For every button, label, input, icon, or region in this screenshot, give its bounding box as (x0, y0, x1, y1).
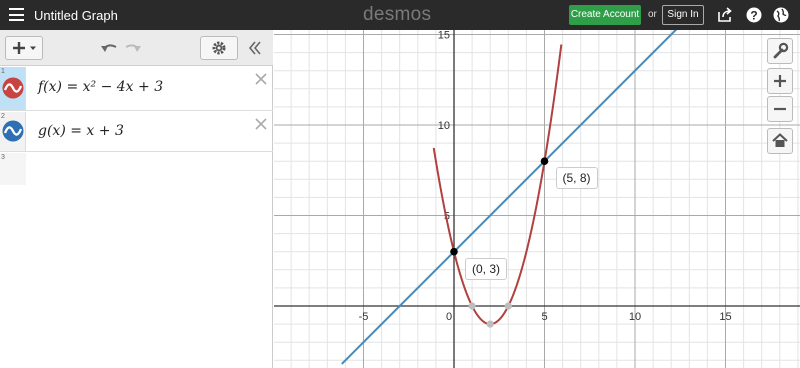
expression-text[interactable]: f(x) = x² − 4x + 3 (38, 79, 164, 95)
zoom-out-button[interactable] (767, 96, 793, 122)
graph-title[interactable]: Untitled Graph (34, 8, 118, 23)
points[interactable] (450, 157, 548, 327)
expression-number: 3 (1, 154, 5, 161)
y-tick-label: 15 (437, 30, 450, 42)
parabola-f-curve[interactable] (434, 45, 562, 325)
expression-text[interactable]: g(x) = x + 3 (38, 123, 124, 139)
curve-icon[interactable] (2, 120, 24, 142)
intersection-point[interactable] (450, 248, 458, 256)
wrench-icon (768, 39, 792, 63)
curve-icon[interactable] (2, 77, 24, 99)
expression-tab[interactable] (0, 112, 26, 151)
y-tick-label: 10 (437, 120, 450, 132)
collapse-panel-icon[interactable] (248, 41, 262, 55)
close-icon[interactable] (254, 117, 268, 131)
x-tick-label: -5 (358, 311, 369, 323)
menu-icon[interactable] (9, 8, 24, 21)
graph-settings-button[interactable] (767, 38, 793, 64)
home-icon (768, 129, 792, 153)
settings-button[interactable] (200, 36, 238, 60)
add-item-button[interactable] (5, 36, 43, 60)
top-bar (0, 0, 800, 30)
point-label[interactable]: (5, 8) (556, 167, 598, 189)
curve-point[interactable] (469, 302, 476, 309)
sign-in-button[interactable]: Sign In (662, 5, 704, 25)
expression-number: 1 (1, 68, 5, 75)
home-view-button[interactable] (767, 128, 793, 154)
expression-row[interactable] (0, 112, 273, 152)
expression-panel (0, 30, 273, 368)
point-label[interactable]: (0, 3) (465, 258, 507, 280)
y-tick-label: 5 (443, 210, 450, 223)
close-icon[interactable] (254, 72, 268, 86)
globe-icon[interactable] (772, 6, 790, 24)
expression-number: 2 (1, 113, 5, 120)
desmos-logo: desmos (363, 4, 432, 25)
minus-icon (768, 97, 792, 121)
panel-toolbar (0, 30, 273, 66)
help-icon[interactable] (745, 6, 763, 24)
curve-point[interactable] (505, 302, 512, 309)
zoom-in-button[interactable] (767, 68, 793, 94)
graph-canvas[interactable] (274, 30, 800, 368)
plus-icon (768, 69, 792, 93)
redo-icon[interactable] (124, 40, 142, 56)
x-tick-label: 5 (541, 311, 548, 323)
undo-icon[interactable] (100, 40, 118, 56)
gear-icon (201, 37, 237, 59)
curve-point[interactable] (487, 321, 494, 328)
share-icon[interactable] (716, 6, 734, 24)
or-text: or (648, 9, 657, 20)
svg-text:?: ? (750, 8, 758, 23)
create-account-button[interactable]: Create Account (569, 5, 641, 25)
x-tick-label: 10 (628, 311, 642, 323)
intersection-point[interactable] (541, 157, 549, 165)
x-tick-label: 15 (719, 311, 732, 323)
expression-tab[interactable] (0, 67, 26, 110)
expression-row-empty[interactable] (0, 153, 273, 185)
plus-icon (6, 37, 42, 59)
expression-row[interactable] (0, 67, 273, 111)
expression-tab[interactable] (0, 153, 26, 185)
tick-labels (359, 30, 732, 323)
x-tick-label: 0 (445, 311, 453, 323)
